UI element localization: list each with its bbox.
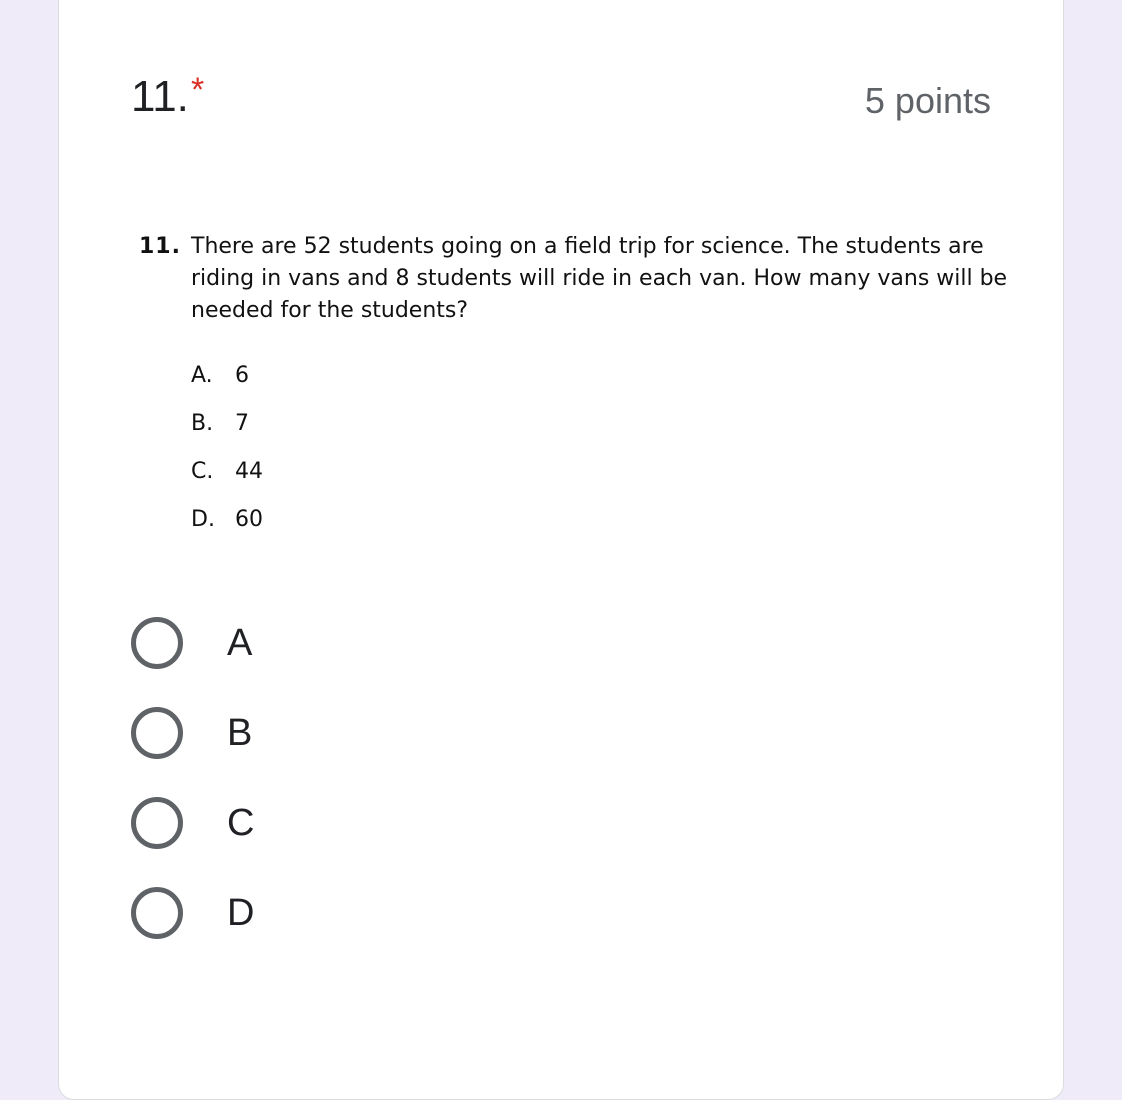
image-choice [191, 351, 1019, 399]
image-question-number: 11. [139, 234, 181, 259]
option-label[interactable]: C [227, 801, 255, 844]
image-choice-letter: B. [191, 410, 214, 436]
answer-options [131, 583, 254, 973]
question-text-line [139, 295, 1019, 327]
question-card [58, 0, 1064, 1100]
image-choice-value: 44 [235, 458, 263, 484]
image-choice-letter: D. [191, 506, 215, 532]
option-label[interactable]: D [227, 891, 255, 934]
question-text-line [139, 263, 1019, 295]
option-d[interactable] [131, 853, 254, 973]
image-choice-list [191, 351, 1019, 543]
radio-button[interactable] [131, 887, 183, 939]
option-label[interactable]: A [227, 621, 253, 664]
option-label[interactable]: B [227, 711, 253, 754]
image-choice-value: 6 [235, 362, 249, 388]
radio-button[interactable] [131, 617, 183, 669]
question-number: 11. [131, 72, 189, 121]
image-choice-letter: C. [191, 458, 214, 484]
required-asterisk: * [191, 71, 205, 109]
image-choice-letter: A. [191, 362, 213, 388]
question-text-line [139, 231, 1019, 263]
question-text: needed for the students? [191, 298, 469, 323]
image-choice-value: 7 [235, 410, 249, 436]
image-choice [191, 447, 1019, 495]
question-text: There are 52 students going on a field trip for science. The students are [191, 234, 984, 259]
image-choice [191, 495, 1019, 543]
image-choice-value: 60 [235, 506, 263, 532]
radio-button[interactable] [131, 797, 183, 849]
points-label: 5 points [864, 80, 991, 121]
question-image [139, 231, 1019, 543]
question-text: riding in vans and 8 students will ride in each van. How many vans will be [191, 266, 1008, 291]
radio-button[interactable] [131, 707, 183, 759]
image-choice [191, 399, 1019, 447]
